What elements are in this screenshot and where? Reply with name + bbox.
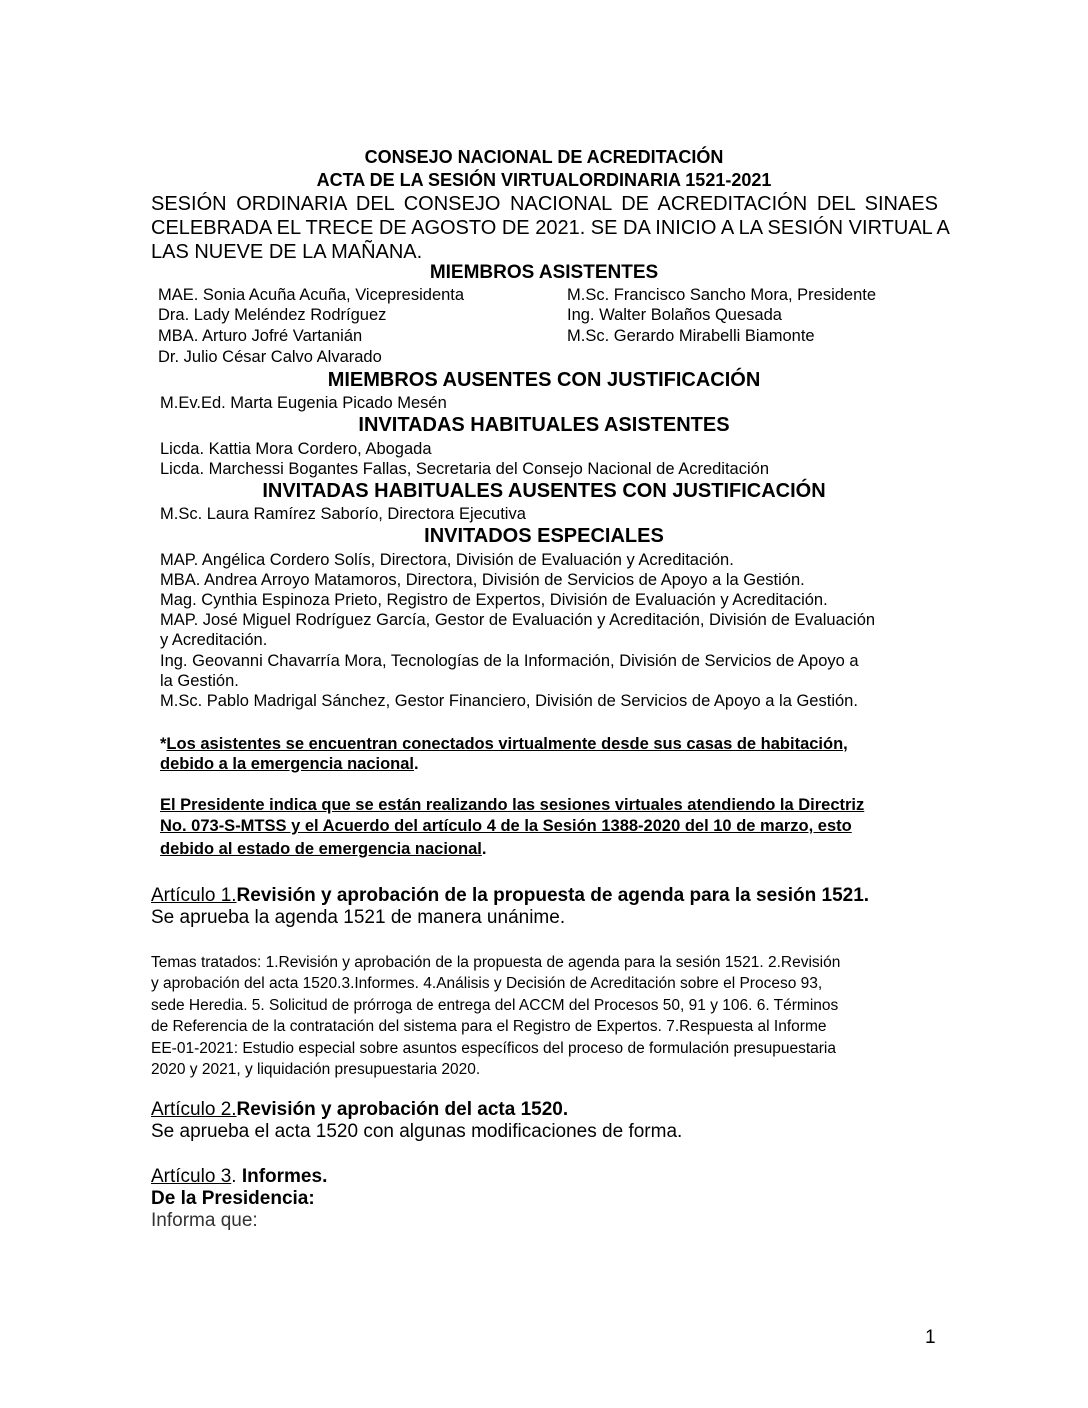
intro-line-1: SESIÓN ORDINARIA DEL CONSEJO NACIONAL DE ACREDITACIÓN DEL SINAES [151,193,938,215]
absent-member: M.Ev.Ed. Marta Eugenia Picado Mesén [160,394,447,412]
member-left: Dra. Lady Meléndez Rodríguez [158,306,387,324]
acta-title: ACTA DE LA SESIÓN VIRTUALORDINARIA 1521-2021 [316,170,772,190]
special-guest-line: MBA. Andrea Arroyo Matamoros, Directora, División de Servicios de Apoyo a la Gestión. [160,571,805,589]
topics-line: sede Heredia. 5. Solicitud de prórroga de entrega del ACCM del Procesos 50, 91 y 106. 6. Términos [151,996,839,1014]
articulo-2-heading: Artículo 2.Revisión y aprobación del acta 1520. [151,1099,569,1120]
section-heading-miembros-ausentes: MIEMBROS AUSENTES CON JUSTIFICACIÓN [327,369,761,391]
informa-text: Informa que: [151,1210,258,1231]
president-note-line-2: No. 073-S-MTSS y el Acuerdo del artículo 4 de la Sesión 1388-2020 del 10 de marzo, esto [160,817,852,835]
member-left: MAE. Sonia Acuña Acuña, Vicepresidenta [158,286,465,304]
guest-item: Licda. Kattia Mora Cordero, Abogada [160,440,432,458]
section-heading-invitadas-asistentes: INVITADAS HABITUALES ASISTENTES [358,414,730,436]
topics-line: y aprobación del acta 1520.3.Informes. 4.Análisis y Decisión de Acreditación sobre el Proceso 93, [151,975,823,993]
presidencia-subheading: De la Presidencia: [151,1188,315,1209]
intro-line-3: LAS NUEVE DE LA MAÑANA. [151,241,423,263]
articulo-1-text: Se aprueba la agenda 1521 de manera unánime. [151,907,566,928]
section-heading-invitados-especiales: INVITADOS ESPECIALES [424,525,664,547]
special-guest-line: MAP. José Miguel Rodríguez García, Gestor de Evaluación y Acreditación, División de Evaluación [160,611,876,629]
special-guest-line: MAP. Angélica Cordero Solís, Directora, División de Evaluación y Acreditación. [160,551,734,569]
special-guest-line: Ing. Geovanni Chavarría Mora, Tecnologías de la Información, División de Servicios de Apoyo a [160,652,859,670]
special-guest-line: la Gestión. [160,672,239,690]
topics-line: 2020 y 2021, y liquidación presupuestaria 2020. [151,1061,481,1079]
topics-line: de Referencia de la contratación del sistema para el Registro de Expertos. 7.Respuesta al Informe [151,1018,827,1036]
virtual-note-line-1: *Los asistentes se encuentran conectados virtualmente desde sus casas de habitación, [160,735,848,753]
topics-line: EE-01-2021: Estudio especial sobre asuntos específicos del proceso de formulación presupuestaria [151,1039,836,1057]
articulo-1-heading: Artículo 1.Revisión y aprobación de la propuesta de agenda para la sesión 1521. [151,885,870,906]
member-left: MBA. Arturo Jofré Vartanián [158,327,363,345]
member-right: M.Sc. Francisco Sancho Mora, Presidente [567,286,877,304]
section-heading-miembros-asistentes: MIEMBROS ASISTENTES [429,262,659,283]
topics-paragraph [151,952,840,1080]
articulo-3-heading: Artículo 3. Informes. [151,1166,328,1187]
section-heading-invitadas-ausentes: INVITADAS HABITUALES AUSENTES CON JUSTIFICACIÓN [262,480,826,502]
page-number: 1 [925,1327,936,1348]
member-right: M.Sc. Gerardo Mirabelli Biamonte [567,327,815,345]
president-note-line-3: debido al estado de emergencia nacional. [160,840,487,858]
president-note-line-1: El Presidente indica que se están realizando las sesiones virtuales atendiendo la Directriz [160,796,865,814]
special-guest-line: Mag. Cynthia Espinoza Prieto, Registro de Expertos, División de Evaluación y Acreditación. [160,591,828,609]
special-guest-line: y Acreditación. [160,631,268,649]
absent-guest: M.Sc. Laura Ramírez Saborío, Directora Ejecutiva [160,505,526,523]
virtual-note-line-2: debido a la emergencia nacional. [160,755,419,773]
special-guest-line: M.Sc. Pablo Madrigal Sánchez, Gestor Financiero, División de Servicios de Apoyo a la Gestión. [160,692,858,710]
member-right: Ing. Walter Bolaños Quesada [567,306,782,324]
intro-line-2: CELEBRADA EL TRECE DE AGOSTO DE 2021. SE DA INICIO A LA SESIÓN VIRTUAL A [151,217,950,239]
articulo-2-text: Se aprueba el acta 1520 con algunas modificaciones de forma. [151,1121,683,1142]
council-title: CONSEJO NACIONAL DE ACREDITACIÓN [364,147,724,167]
topics-line: Temas tratados: 1.Revisión y aprobación de la propuesta de agenda para la sesión 1521. 2.Revisión [151,954,841,971]
guest-item: Licda. Marchessi Bogantes Fallas, Secretaria del Consejo Nacional de Acreditación [160,460,769,478]
member-left: Dr. Julio César Calvo Alvarado [158,348,382,366]
